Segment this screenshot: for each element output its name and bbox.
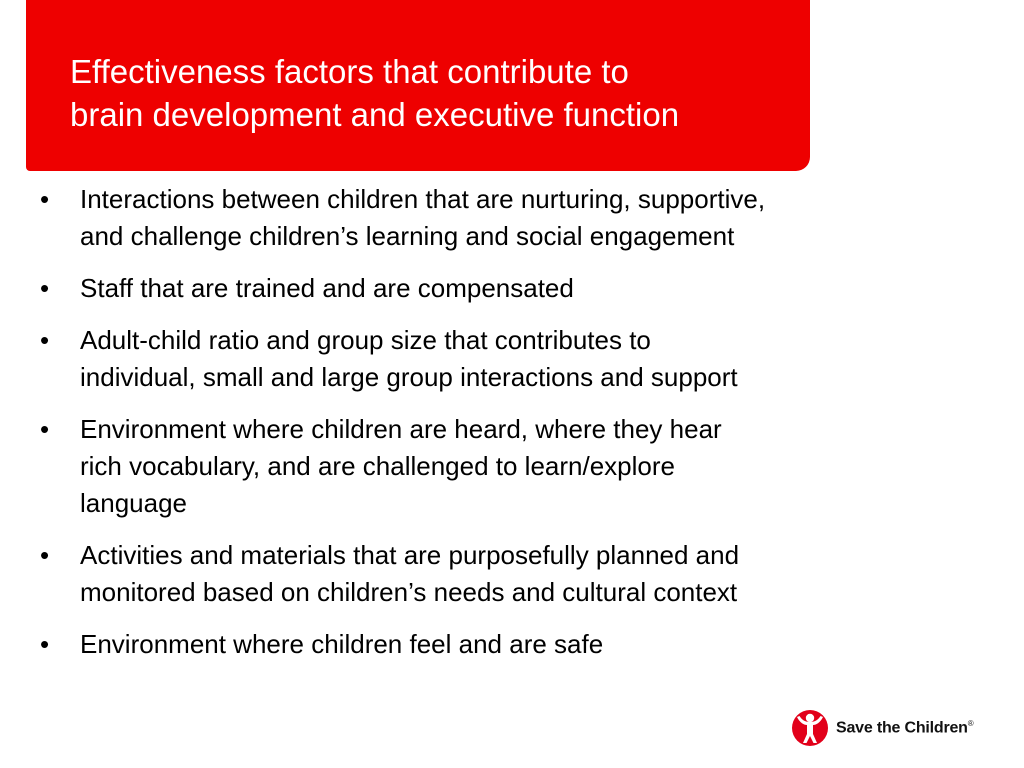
- bullet-item: [40, 270, 960, 307]
- bullet-icon: •: [40, 184, 50, 214]
- bullet-icon: •: [40, 273, 50, 303]
- bullet-item: [40, 626, 960, 663]
- bullet-icon: •: [40, 325, 50, 355]
- bullet-text-line: Environment where children are heard, where they hear: [80, 414, 722, 444]
- bullet-text-line: rich vocabulary, and are challenged to learn/explore: [80, 451, 675, 481]
- bullet-text-line: and challenge children’s learning and social engagement: [80, 221, 735, 251]
- bullet-icon: •: [40, 540, 50, 570]
- bullet-list: [40, 181, 960, 678]
- bullet-item: [40, 181, 960, 255]
- bullet-text-line: individual, small and large group interactions and support: [80, 362, 738, 392]
- bullet-text-line: Environment where children feel and are safe: [80, 629, 604, 659]
- bullet-text-line: Adult-child ratio and group size that contributes to: [80, 325, 651, 355]
- registered-mark: ®: [967, 718, 974, 728]
- bullet-text-line: Staff that are trained and are compensated: [80, 273, 574, 303]
- bullet-text-line: Activities and materials that are purposefully planned and: [80, 540, 740, 570]
- child-figure-icon: [790, 706, 830, 750]
- slide-title-line-1: Effectiveness factors that contribute to: [70, 53, 629, 90]
- logo-wordmark: [836, 719, 973, 737]
- logo-text: Save the Children: [836, 719, 968, 737]
- slide-title: [70, 50, 830, 136]
- bullet-text-line: monitored based on children’s needs and cultural context: [80, 577, 738, 607]
- bullet-text-line: language: [80, 488, 187, 518]
- bullet-item: [40, 537, 960, 611]
- bullet-item: [40, 322, 960, 396]
- bullet-icon: •: [40, 414, 50, 444]
- bullet-item: [40, 411, 960, 522]
- save-the-children-logo: [790, 704, 973, 752]
- bullet-icon: •: [40, 629, 50, 659]
- bullet-text-line: Interactions between children that are nurturing, supportive,: [80, 184, 766, 214]
- slide-title-line-2: brain development and executive function: [70, 96, 680, 133]
